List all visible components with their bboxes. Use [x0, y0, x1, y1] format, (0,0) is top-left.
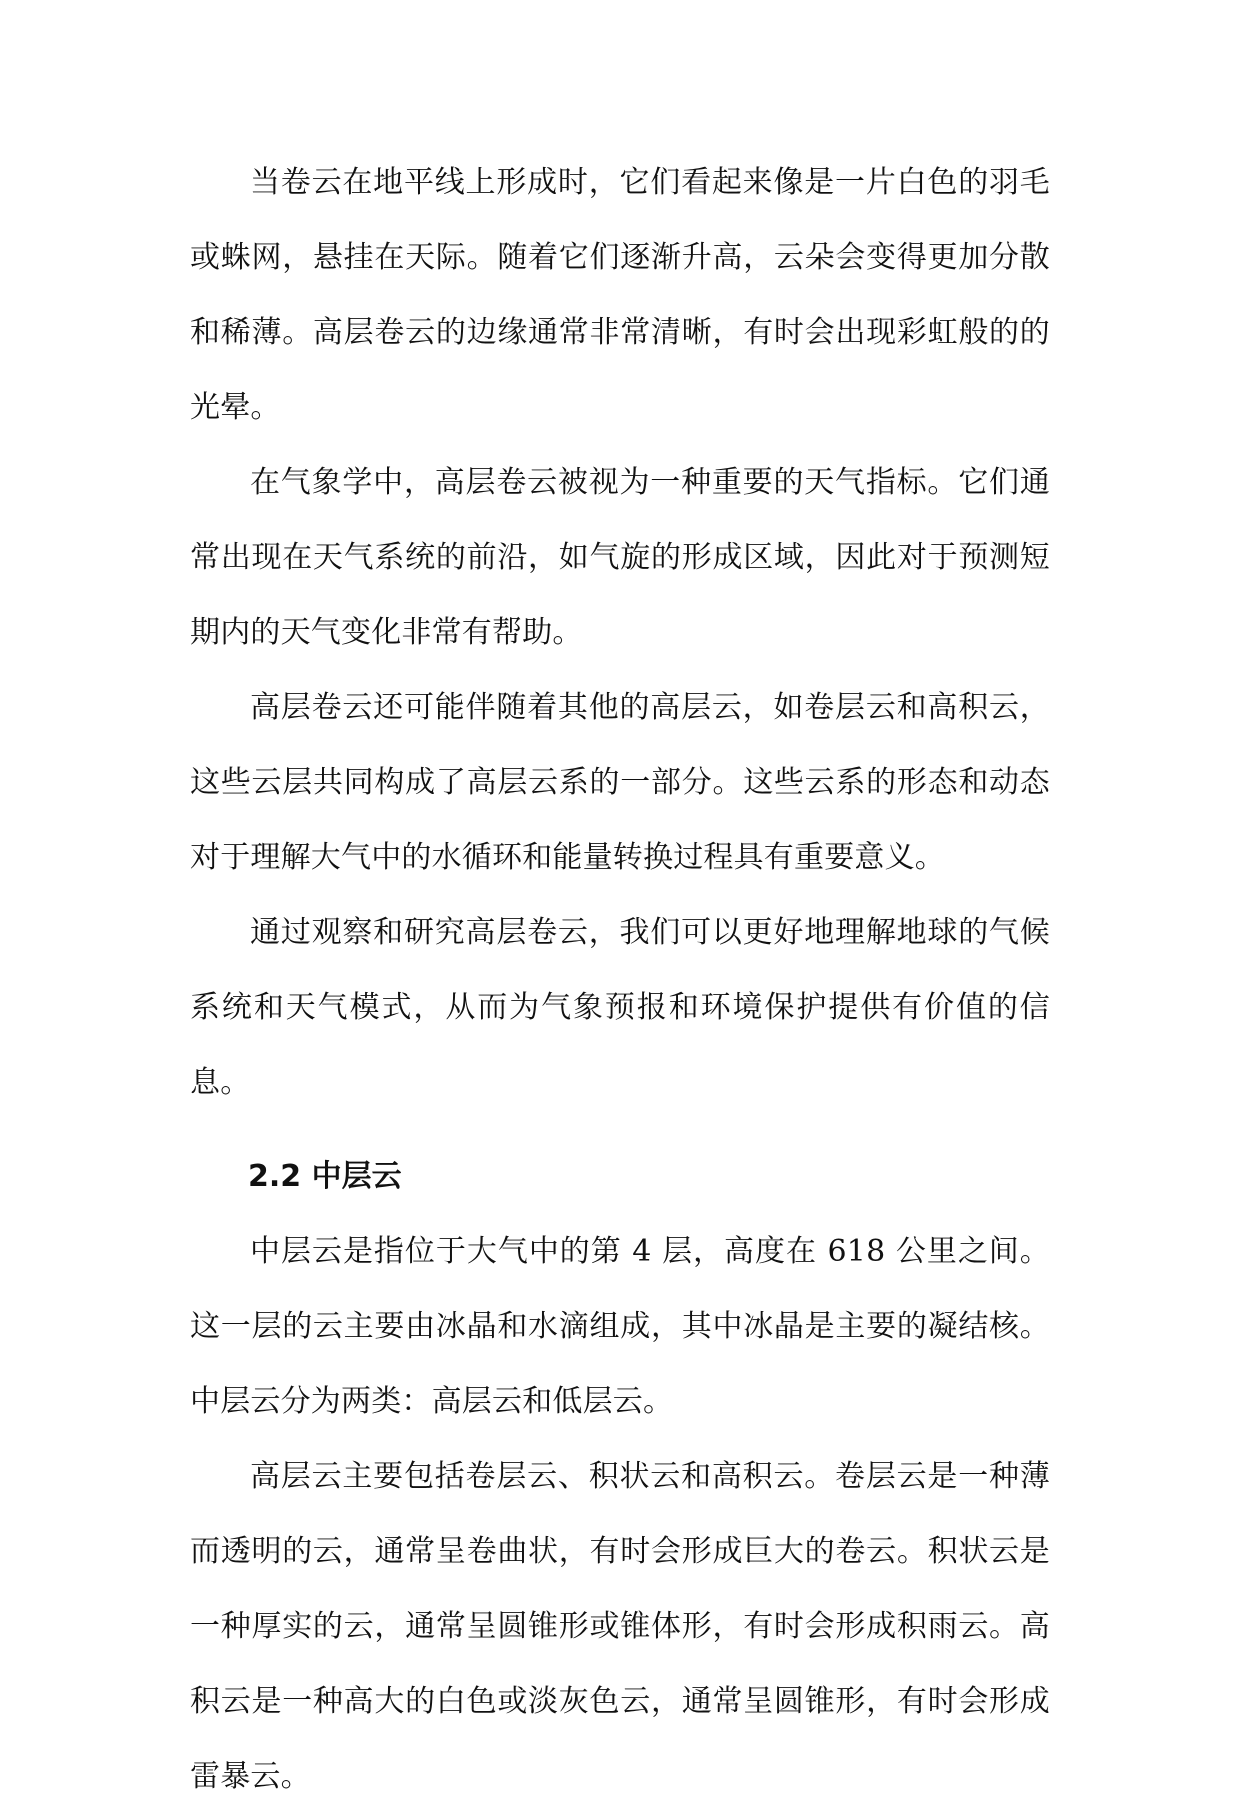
paragraph-climate-understanding: 通过观察和研究高层卷云，我们可以更好地理解地球的气候系统和天气模式，从而为气象预报和环境保护提供有价值的信息。 [190, 915, 1050, 1100]
paragraph-weather-indicator: 在气象学中，高层卷云被视为一种重要的天气指标。它们通常出现在天气系统的前沿，如气旋的形成区域，因此对于预测短期内的天气变化非常有帮助。 [190, 465, 1050, 650]
paragraph-high-cloud-system: 高层卷云还可能伴随着其他的高层云，如卷层云和高积云，这些云层共同构成了高层云系的一部分。这些云系的形态和动态对于理解大气中的水循环和能量转换过程具有重要意义。 [190, 690, 1050, 875]
page-content [190, 145, 1050, 1814]
paragraph-high-cloud-types: 高层云主要包括卷层云、积状云和高积云。卷层云是一种薄而透明的云，通常呈卷曲状，有时会形成巨大的卷云。积状云是一种厚实的云，通常呈圆锥形或锥体形，有时会形成积雨云。高积云是一种高大的白色或淡灰色云，通常呈圆锥形，有时会形成雷暴云。 [190, 1459, 1050, 1794]
paragraph-middle-cloud-definition: 中层云是指位于大气中的第 4 层，高度在 618 公里之间。这一层的云主要由冰晶和水滴组成，其中冰晶是主要的凝结核。中层云分为两类：高层云和低层云。 [190, 1234, 1050, 1419]
paragraph-cirrus-horizon: 当卷云在地平线上形成时，它们看起来像是一片白色的羽毛或蛛网，悬挂在天际。随着它们逐渐升高，云朵会变得更加分散和稀薄。高层卷云的边缘通常非常清晰，有时会出现彩虹般的的光晕。 [190, 165, 1050, 425]
section-heading-middle-clouds: 2.2 中层云 [248, 1159, 402, 1194]
